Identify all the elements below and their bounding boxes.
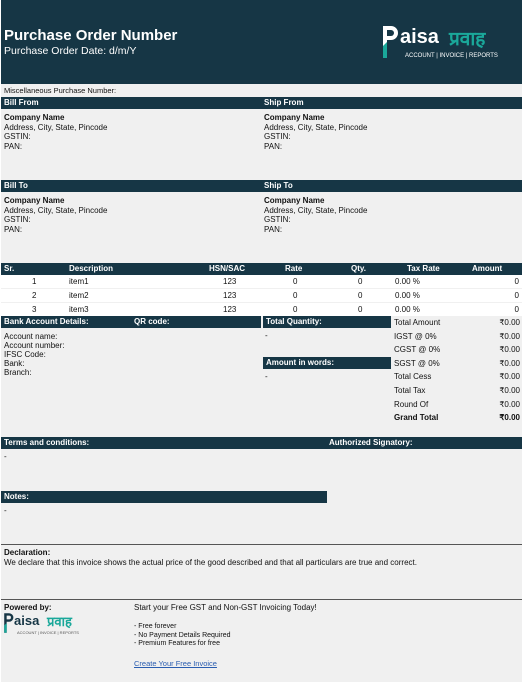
footer-feature-item: - Free forever bbox=[134, 623, 177, 630]
bill-from-gstin: GSTIN: bbox=[4, 132, 31, 141]
misc-purchase-number-label: Miscellaneous Purchase Number: bbox=[4, 86, 117, 95]
qr-code-heading: QR code: bbox=[134, 317, 170, 326]
bill-from-company: Company Name bbox=[4, 113, 65, 122]
bill-from-pan: PAN: bbox=[4, 141, 23, 151]
bank-details-heading: Bank Account Details: bbox=[1, 316, 261, 328]
footer-brand-tagline: ACCOUNT | INVOICE | REPORTS bbox=[17, 630, 79, 635]
declaration-divider bbox=[1, 544, 522, 545]
row-description: item1 bbox=[69, 277, 89, 286]
footer-brand-p-mark-icon bbox=[3, 612, 14, 634]
totals-value: ₹0.00 bbox=[499, 345, 520, 355]
col-hsn: HSN/SAC bbox=[209, 264, 246, 273]
ship-from-block bbox=[264, 113, 367, 151]
totals-value: ₹0.00 bbox=[499, 385, 520, 395]
row-tax-rate: 0.00 % bbox=[395, 277, 420, 286]
ship-to-heading: Ship To bbox=[264, 181, 293, 190]
row-rate: 0 bbox=[293, 305, 298, 314]
bill-from-address: Address, City, State, Pincode bbox=[4, 122, 108, 132]
row-rate: 0 bbox=[293, 291, 298, 300]
document-date: Purchase Order Date: d/m/Y bbox=[4, 45, 137, 57]
bill-to-block bbox=[4, 196, 107, 234]
bank-account-name: Account name: bbox=[4, 332, 58, 341]
table-row bbox=[1, 275, 522, 288]
bank-branch: Branch: bbox=[4, 368, 32, 377]
bill-to-company: Company Name bbox=[4, 196, 65, 205]
totals-row bbox=[391, 357, 522, 371]
footer-brand-hindi-name: प्रवाह bbox=[47, 614, 72, 629]
col-rate: Rate bbox=[285, 264, 303, 273]
footer-headline: Start your Free GST and Non-GST Invoicing Today! bbox=[134, 603, 317, 612]
bank-account-number: Account number: bbox=[4, 341, 65, 350]
col-description: Description bbox=[69, 264, 114, 273]
totals-row bbox=[391, 398, 522, 412]
ship-from-address: Address, City, State, Pincode bbox=[264, 122, 368, 132]
totals-row bbox=[391, 316, 522, 330]
totals-value: ₹0.00 bbox=[499, 318, 520, 327]
row-hsn: 123 bbox=[223, 291, 237, 300]
totals-label: CGST @ 0% bbox=[394, 345, 441, 355]
total-quantity-value: - bbox=[265, 331, 268, 340]
footer-brand-logo bbox=[3, 612, 113, 638]
col-tax-rate: Tax Rate bbox=[407, 264, 440, 273]
ship-to-pan: PAN: bbox=[264, 224, 283, 234]
grand-total-value: ₹0.00 bbox=[499, 413, 520, 423]
bill-to-gstin: GSTIN: bbox=[4, 215, 31, 224]
row-sr: 1 bbox=[32, 277, 37, 286]
document-header bbox=[1, 0, 522, 84]
brand-tagline: ACCOUNT | INVOICE | REPORTS bbox=[405, 53, 498, 59]
col-qty: Qty. bbox=[351, 264, 366, 273]
notes-heading: Notes: bbox=[1, 491, 327, 503]
amount-in-words-heading: Amount in words: bbox=[263, 357, 391, 369]
bill-to-heading: Bill To bbox=[1, 180, 522, 192]
row-tax-rate: 0.00 % bbox=[395, 305, 420, 314]
row-qty: 0 bbox=[358, 291, 363, 300]
totals-value: ₹0.00 bbox=[499, 372, 520, 382]
totals-label: Round Of bbox=[394, 399, 429, 409]
totals-panel bbox=[391, 316, 522, 425]
row-rate: 0 bbox=[293, 277, 298, 286]
ship-from-company: Company Name bbox=[264, 113, 325, 122]
bank-ifsc: IFSC Code: bbox=[4, 350, 46, 359]
bank-details-block bbox=[4, 332, 64, 377]
row-description: item2 bbox=[69, 291, 89, 300]
terms-value: - bbox=[4, 452, 7, 461]
totals-value: ₹0.00 bbox=[499, 358, 520, 368]
purchase-order-page bbox=[1, 0, 522, 682]
brand-logo bbox=[381, 22, 521, 62]
row-hsn: 123 bbox=[223, 277, 237, 286]
footer-divider bbox=[1, 599, 522, 600]
row-amount: 0 bbox=[514, 277, 519, 286]
ship-to-company: Company Name bbox=[264, 196, 325, 205]
row-sr: 2 bbox=[32, 291, 37, 300]
row-tax-rate: 0.00 % bbox=[395, 291, 420, 300]
footer-feature-item: - No Payment Details Required bbox=[134, 631, 231, 639]
row-amount: 0 bbox=[514, 305, 519, 314]
notes-value: - bbox=[4, 506, 7, 515]
bill-from-block bbox=[4, 113, 107, 151]
brand-name: aisa bbox=[400, 26, 439, 48]
bank-name: Bank: bbox=[4, 359, 25, 368]
ship-to-block bbox=[264, 196, 367, 234]
brand-p-mark-icon bbox=[381, 24, 399, 60]
powered-by-label: Powered by: bbox=[4, 603, 52, 612]
brand-hindi-name: प्रवाह bbox=[449, 29, 486, 50]
row-qty: 0 bbox=[358, 277, 363, 286]
amount-in-words-value: - bbox=[265, 372, 268, 381]
col-amount: Amount bbox=[472, 264, 503, 273]
table-row bbox=[1, 289, 522, 302]
row-description: item3 bbox=[69, 305, 89, 314]
bill-to-pan: PAN: bbox=[4, 224, 23, 234]
row-hsn: 123 bbox=[223, 305, 237, 314]
totals-label: Total Amount bbox=[394, 318, 441, 327]
terms-heading: Terms and conditions: bbox=[1, 437, 522, 449]
totals-row bbox=[391, 330, 522, 344]
signatory-heading: Authorized Signatory: bbox=[329, 438, 413, 447]
row-sr: 3 bbox=[32, 305, 37, 314]
document-title: Purchase Order Number bbox=[4, 27, 178, 44]
create-free-invoice-link[interactable]: Create Your Free Invoice bbox=[134, 659, 217, 668]
grand-total-label: Grand Total bbox=[394, 413, 439, 423]
bill-from-heading: Bill From bbox=[1, 97, 522, 109]
totals-row bbox=[391, 384, 522, 398]
bill-to-address: Address, City, State, Pincode bbox=[4, 205, 108, 215]
totals-label: IGST @ 0% bbox=[394, 331, 437, 341]
ship-from-gstin: GSTIN: bbox=[264, 132, 291, 141]
grand-total-row bbox=[391, 411, 522, 425]
totals-label: Total Tax bbox=[394, 385, 426, 395]
totals-label: SGST @ 0% bbox=[394, 358, 440, 368]
footer-brand-name: aisa bbox=[14, 613, 40, 628]
declaration-text: We declare that this invoice shows the actual price of the good described and that all particulars are true and correct. bbox=[4, 558, 417, 567]
total-quantity-heading: Total Quantity: bbox=[263, 316, 391, 328]
col-sr: Sr. bbox=[4, 264, 15, 273]
ship-from-pan: PAN: bbox=[264, 141, 283, 151]
row-qty: 0 bbox=[358, 305, 363, 314]
declaration-heading: Declaration: bbox=[4, 548, 51, 557]
ship-to-address: Address, City, State, Pincode bbox=[264, 205, 368, 215]
totals-row bbox=[391, 370, 522, 384]
totals-value: ₹0.00 bbox=[499, 331, 520, 341]
table-row bbox=[1, 303, 522, 316]
footer-feature-item: - Premium Features for free bbox=[134, 640, 220, 648]
ship-from-heading: Ship From bbox=[264, 98, 304, 107]
row-amount: 0 bbox=[514, 291, 519, 300]
totals-label: Total Cess bbox=[394, 372, 432, 382]
footer-features bbox=[134, 623, 231, 649]
ship-to-gstin: GSTIN: bbox=[264, 215, 291, 224]
items-table-header bbox=[1, 263, 522, 275]
totals-value: ₹0.00 bbox=[499, 399, 520, 409]
totals-row bbox=[391, 343, 522, 357]
